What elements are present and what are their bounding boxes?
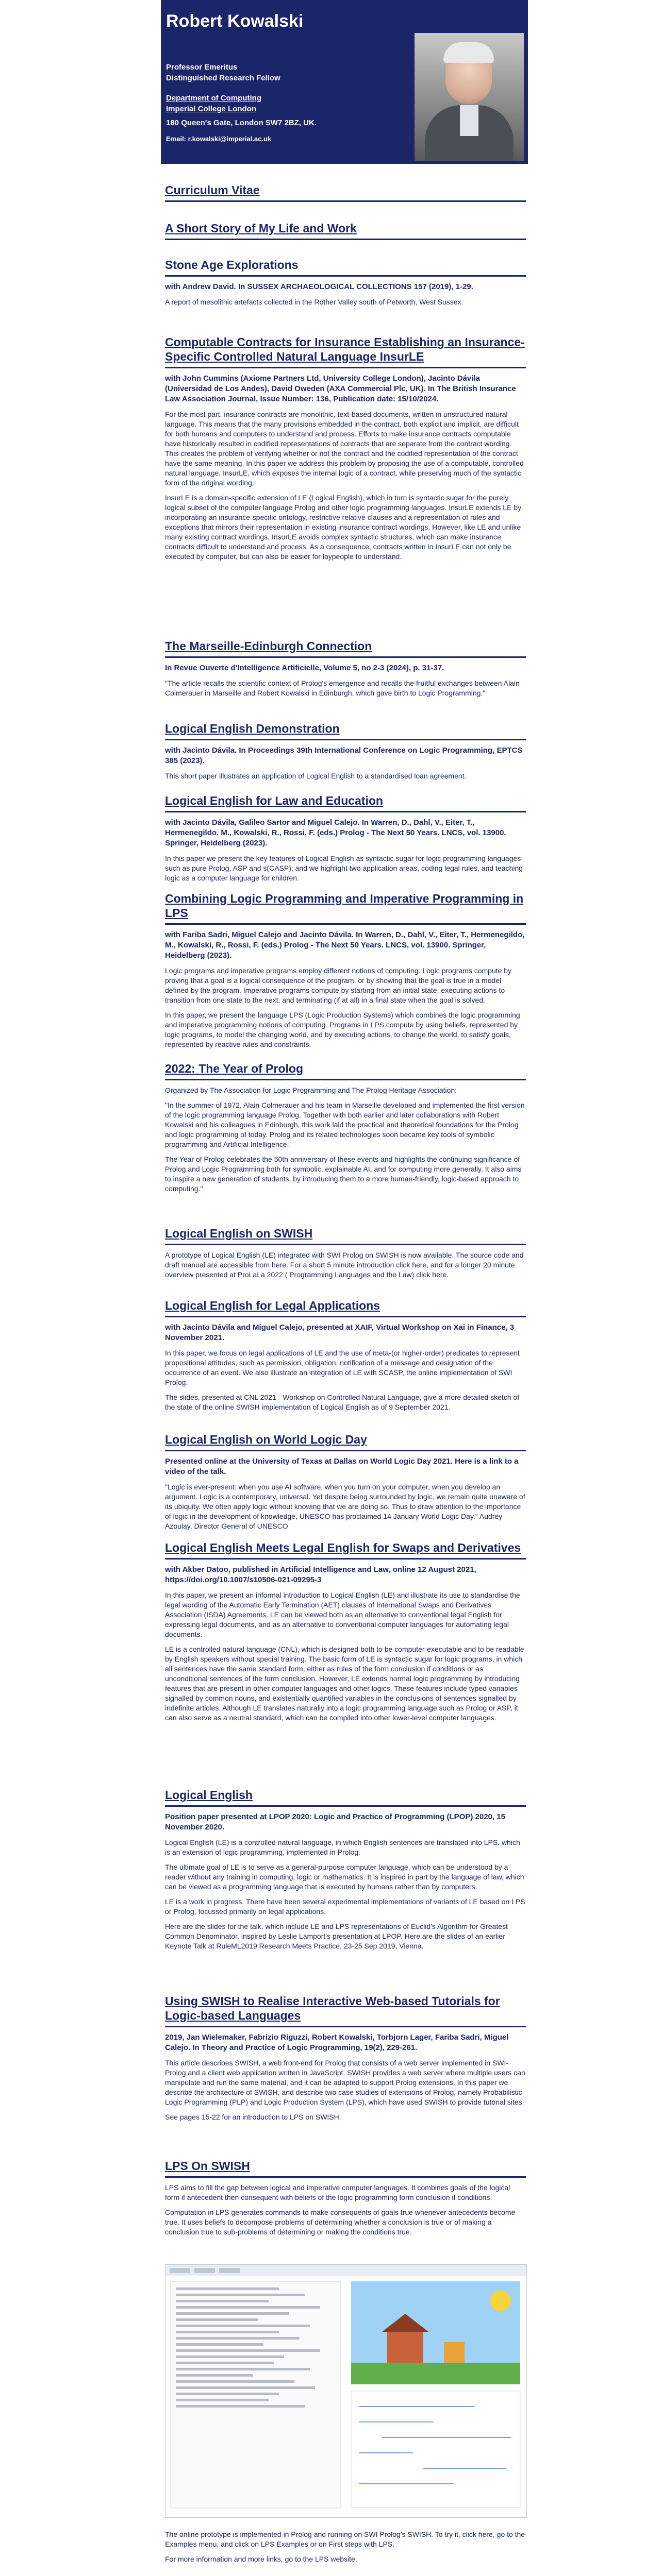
- section-le-demo: [165, 721, 526, 781]
- section-swish-tutorials: [165, 1994, 526, 2122]
- section-world-logic-day: [165, 1432, 526, 1531]
- cv-heading: [165, 183, 526, 202]
- section-meta: 2019, Jan Wielemaker, Fabrizio Riguzzi, Robert Kowalski, Torbjorn Lager, Fariba Sadri, Miguel Calejo. In Theory and Practice of Logic Programming, 19(2), 229-261.: [165, 2033, 509, 2052]
- section-paragraph: Logic programs and imperative programs employ different notions of computing. Logic programs compute by proving that a goal is a logical consequence of the program, or by showing that the goal is true in a model defined by the program. Imperative programs compute by starting from an initial state, executing actions to transition from one state to the next, and terminating (if at all) in a final state when the goal is solved.: [165, 967, 512, 1004]
- section-paragraph: The ultimate goal of LE is to serve as a general-purpose computer language, which can be understood by a reader without any training in computing, logic or mathematics. It is inspired in part by the language of law, which can be viewed as a programming language that is executed by humans rather than by computers.: [165, 1863, 524, 1891]
- section-marseille: [165, 639, 526, 698]
- role-block: [166, 62, 280, 83]
- section-title-link[interactable]: Logical English Meets Legal English for Swaps and Derivatives: [165, 1541, 521, 1554]
- section-le-law-education: [165, 793, 526, 883]
- section-paragraph: In this paper, we focus on legal applications of LE and the use of meta-(or higher-order) predicates to represent propositional attitudes, such as permission, obligation, notification of a message and designation of the occurrence of an event. We also illustrate an integration of LE with SCASP, the online implementation of SWI Prolog.: [165, 1349, 520, 1386]
- divider: [165, 1079, 526, 1080]
- section-stone-age: [165, 258, 526, 307]
- divider: [165, 367, 526, 368]
- section-title-link[interactable]: Combining Logic Programming and Imperative Programming in LPS: [165, 892, 524, 920]
- section-meta: with Fariba Sadri, Miguel Calejo and Jacinto Dávila. In Warren, D., Dahl, V., Eiter, T., Hermenegildo, M., Kowalski, R., Rossi, F. (eds.) Prolog - The Next 50 Years. LNCS, vol. 13900. Springer, Heidelberg (2023).: [165, 930, 525, 960]
- section-paragraph: The online prototype is implemented in Prolog and running on SWI Prolog's SWISH. To try it, click here, go to the Examples menu, and click on LPS Examples or on First steps with LPS.: [165, 2530, 525, 2548]
- section-title-link[interactable]: Logical English on World Logic Day: [165, 1433, 367, 1446]
- section-paragraph: The slides, presented at CNL 2021 - Workshop on Controlled Natural Language, give a more detailed sketch of the state of the online SWISH implementation of Logical English as of 9 September 2021.: [165, 1393, 520, 1411]
- section-title-link[interactable]: Logical English Demonstration: [165, 722, 340, 735]
- divider: [165, 1316, 526, 1317]
- divider: [165, 239, 526, 240]
- lps-swish-screenshot: [165, 2264, 527, 2518]
- section-title-link[interactable]: Using SWISH to Realise Interactive Web-based Tutorials for Logic-based Languages: [165, 1994, 500, 2022]
- divider: [165, 2176, 526, 2178]
- section-year-of-prolog: [165, 1061, 526, 1194]
- section-meta: Position paper presented at LPOP 2020: Logic and Practice of Programming (LPOP) 2020, 15 November 2020.: [165, 1812, 505, 1832]
- divider: [165, 1558, 526, 1560]
- section-paragraph: Logical English (LE) is a controlled natural language, in which English sentences are translated into LPS, which is an extension of logic programming, implemented in Prolog.: [165, 1838, 520, 1856]
- section-meta: with Akber Datoo, published in Artificial Intelligence and Law, online 12 August 2021, https://doi.org/10.1007/s10506-021-09295-3: [165, 1565, 476, 1584]
- section-title-link[interactable]: Logical English for Law and Education: [165, 794, 383, 807]
- divider: [165, 200, 526, 202]
- section-paragraph: A prototype of Logical English (LE) integrated with SWI Prolog on SWISH is now available. The source code and draft manual are accessible from here. For a short 5 minute introduction click here, and for a longer 20 minute overview presented at ProLaLa 2022 ( Programming Languages and the Law) click here.: [165, 1251, 524, 1279]
- story-link[interactable]: A Short Story of My Life and Work: [165, 222, 357, 235]
- divider: [165, 275, 526, 277]
- section-meta: with Jacinto Dávila and Miguel Calejo, presented at XAIF, Virtual Workshop on Xai in Finance, 3 November 2021.: [165, 1323, 515, 1342]
- section-meta: with Andrew David. In SUSSEX ARCHAEOLOGICAL COLLECTIONS 157 (2019), 1-29.: [165, 282, 473, 291]
- author-name: Robert Kowalski: [166, 11, 304, 31]
- section-paragraph: Here are the slides for the talk, which include LE and LPS representations of Euclid's Algorithm for Greatest Common Denominator, inspired by Leslie Lamport's presentation at LPOP. Here are the slides of an earlier Keynote Talk at RuleML2019 Research Meets Practice, 23-25 Sep 2019, Vienna.: [165, 1922, 508, 1950]
- section-lps-prototype: [165, 2524, 526, 2564]
- divider: [165, 811, 526, 812]
- section-paragraph: Computation in LPS generates commands to make consequents of goals true whenever antecedents become true. It uses beliefs to decompose problems of determining whether a conclusion is true or of making a conclusion true to sub-problems of determining or making the conditions true.: [165, 2208, 516, 2236]
- section-meta: with Jacinto Dávila. In Proceedings 39th International Conference on Logic Programming, EPTCS 385 (2023).: [165, 746, 523, 765]
- section-title-link[interactable]: Logical English: [165, 1788, 253, 1802]
- section-lps-swish: [165, 2159, 526, 2237]
- college-link[interactable]: Imperial College London: [166, 105, 257, 113]
- section-insurle: [165, 335, 526, 562]
- section-paragraph: The Year of Prolog celebrates the 50th anniversary of these events and highlights the continuing significance of Prolog and Logic Programming both for symbolic, explainable AI, and for computing more generally. It also aims to inspire a new generation of students, by introducing them to a more human-friendly, logic-based approach to computing.": [165, 1155, 522, 1193]
- profile-photo: [415, 33, 524, 161]
- profile-header: [161, 0, 528, 164]
- photo-shirt: [460, 105, 478, 136]
- divider: [165, 739, 526, 740]
- divider: [165, 1450, 526, 1451]
- section-title-link[interactable]: Logical English for Legal Applications: [165, 1299, 380, 1312]
- section-le-swish: [165, 1226, 526, 1280]
- photo-hair: [443, 42, 494, 63]
- address: 180 Queen's Gate, London SW7 2BZ, UK.: [166, 118, 317, 127]
- section-title-link[interactable]: LPS On SWISH: [165, 2159, 250, 2173]
- section-le-swaps: [165, 1540, 526, 1723]
- section-meta: In Revue Ouverte d'Intelligence Artificielle, Volume 5, no 2-3 (2024), p. 31-37.: [165, 664, 444, 672]
- role-title-1: Professor Emeritus: [166, 63, 238, 72]
- divider: [165, 2026, 526, 2027]
- section-paragraph: In this paper we present the key features of Logical English as syntactic sugar for logic programming languages such as pure Prolog, ASP and s(CASP); and we highlight two application areas, coding legal rules, and teaching logic as a computer language for children.: [165, 854, 523, 882]
- section-paragraph: In this paper, we present the language LPS (Logic Production Systems) which combines the logic programming and imperative programming notions of computing. Programs in LPS compute by using beliefs, represented by logic programs, to model the changing world, and by executing actions, to change the world, to satisfy goals, represented by reactive rules and constraints.: [165, 1011, 520, 1048]
- department-link[interactable]: Department of Computing: [166, 94, 261, 103]
- section-paragraph: LE is a controlled natural language (CNL), which is designed both to be computer-executable and to be readable by English speakers without special training. The basic form of LE is syntactic sugar for logic programs, in which all sentences have the same standard form, either as rules of the form conclusion if conditions or as unconditional sentences of the form conclusion. However, LE extends normal logic programming by introducing features that are present in other computer languages and other logics. These features include typed variables signalled by common nouns, and existentially quantified variables in the conclusions of sentences signalled by indefinite articles. Although LE translates naturally into a logic programming language such as Prolog or ASP, it can also serve as a neutral standard, which can be compiled into other lower-level computer languages.: [165, 1645, 524, 1722]
- section-paragraph: "Logic is ever-present: when you use AI software, when you turn on your computer, when you develop an argument. Logic is a contemporary, universal. Yet despite being surrounded by logic, we remain quite unaware of its ubiquity. We often apply logic without knowing that we are doing so. Thus to draw attention to the importance of logic in the development of knowledge, UNESCO has proclaimed 14 January World Logic Day." Audrey Azoulay, Director General of UNESCO: [165, 1483, 525, 1530]
- section-paragraph: LE is a work in progress. There have been several experimental implementations of variants of LE based on LPS or Prolog, focussed primarily on legal applications.: [165, 1897, 525, 1916]
- section-title-link[interactable]: 2022: The Year of Prolog: [165, 1062, 304, 1075]
- section-logical-english: [165, 1788, 526, 1951]
- section-paragraph: For more information and more links, go to the LPS website.: [165, 2555, 357, 2563]
- story-heading: [165, 222, 526, 240]
- section-paragraph: LPS aims to fill the gap between logical and imperative computer languages. It combines goals of the logical form if antecedent then consequent with beliefs of the logic programming form conclusion if conditions.: [165, 2183, 510, 2201]
- section-paragraph: In this paper, we present an informal introduction to Logical English (LE) and illustrate its use to standardise the legal wording of the Automatic Early Termination (AET) clauses of International Swaps and Derivatives Association (ISDA) Agreements. LE can be viewed both as an alternative to conventional legal English for expressing legal documents, and as an alternative to conventional computer languages for automating legal documents.: [165, 1591, 520, 1638]
- section-paragraph: InsurLE is a domain-specific extension of LE (Logical English), which in turn is syntactic sugar for the purely logical subset of the computer language Prolog and other logic programming languages. InsurLE extends LE by incorporating an insurance-specific ontology, restrictive relative clauses and a representation of rules and exceptions that mirrors their representation in existing insurance contract wordings. However, like LE and unlike many existing contract wordings, InsurLE avoids complex syntactic structures, which can make insurance contracts difficult to understand and process. As a consequence, contracts written in InsurLE can not only be executed by computer, but can also be easier for laypeople to understand.: [165, 494, 522, 561]
- divider: [165, 1805, 526, 1807]
- section-paragraph: See pages 15-22 for an introduction to LPS on SWISH.: [165, 2113, 341, 2121]
- section-paragraph: This short paper illustrates an application of Logical English to a standardised loan agreement.: [165, 772, 467, 780]
- divider: [165, 923, 526, 925]
- section-paragraph: A report of mesolithic artefacts collected in the Rother Valley south of Petworth, West Sussex.: [165, 298, 464, 306]
- department-block: [166, 93, 261, 114]
- divider: [165, 1244, 526, 1245]
- section-title-link[interactable]: The Marseille-Edinburgh Connection: [165, 639, 372, 653]
- section-title-link[interactable]: Computable Contracts for Insurance Establishing an Insurance-Specific Controlled Natural Language InsurLE: [165, 335, 525, 363]
- section-le-legal: [165, 1298, 526, 1412]
- section-paragraph: For the most part, insurance contracts are monolithic, text-based documents, written in unstructured natural language. This means that the many provisions embedded in the contract, both explicit and implicit, are difficult for both humans and computers to understand and process. Efforts to make insurance contracts computable have historically resulted in codified representations of contracts that are separate from the contract wording. This creates the problem of verifying whether or not the contract and the codified representation of the contract have the same meaning. In this paper we address this problem by proposing the use of a computable, controlled natural language, InsurLE, which exposes the internal logic of a contract, while preserving much of the syntactic form of the original wording.: [165, 410, 524, 487]
- cv-link[interactable]: Curriculum Vitae: [165, 183, 260, 197]
- section-meta: with Jacinto Dávila, Galileo Sartor and Miguel Calejo. In Warren, D., Dahl, V., Eiter, T., Hermenegildo, M., Kowalski, R., Rossi, F. (eds.) Prolog - The Next 50 Years. LNCS, vol. 13900. Springer, Heidelberg (2023).: [165, 818, 506, 848]
- section-meta: with John Cummins (Axiome Partners Ltd, University College London), Jacinto Dávila (Universidad de Los Andes), David Oweden (AXA Commercial Plc, UK). In The British Insurance Law Association Journal, Issue Number: 136, Publication date: 15/10/2024.: [165, 374, 516, 403]
- divider: [165, 656, 526, 658]
- section-paragraph: "In the summer of 1972, Alain Colmerauer and his team in Marseille developed and implemented the first version of the logic programming language Prolog. Together with both earlier and later collaborations with Robert Kowalski and his colleagues in Edinburgh, this work laid the practical and theoretical foundations for the Prolog and logic programming of today. Prolog and its related technologies soon became key tools of symbolic programming and Artificial Intelligence.: [165, 1101, 525, 1148]
- email[interactable]: Email: r.kowalski@imperial.ac.uk: [166, 135, 272, 143]
- section-lps-combining: [165, 891, 526, 1049]
- section-meta: Presented online at the University of Texas at Dallas on World Logic Day 2021. Here is a link to a video of the talk.: [165, 1457, 519, 1476]
- section-title-link[interactable]: Logical English on SWISH: [165, 1227, 313, 1240]
- section-title: Stone Age Explorations: [165, 258, 299, 272]
- section-paragraph: This article describes SWISH, a web front-end for Prolog that consists of a web server implemented in SWI-Prolog and a client web application written in JavaScript. SWISH provides a web server where multiple users can manipulate and run the same material, and it can be adapted to support Prolog extensions. In this paper we describe the architecture of SWISH, and describe two case studies of extensions of Prolog, namely Probabilistic Logic Programming (PLP) and Logic Production System (LPS), which have used SWISH to provide tutorial sites.: [165, 2059, 525, 2106]
- section-paragraph: Organized by The Association for Logic Programming and The Prolog Heritage Association:: [165, 1086, 457, 1094]
- lps-swish-screenshot-art: [166, 2265, 526, 2517]
- role-title-2: Distinguished Research Fellow: [166, 74, 280, 82]
- section-paragraph: "The article recalls the scientific context of Prolog's emergence and recalls the fruitful exchanges between Alain Colmerauer in Marseille and Robert Kowalski in Edinburgh, which gave birth to Logic Programming.": [165, 679, 520, 697]
